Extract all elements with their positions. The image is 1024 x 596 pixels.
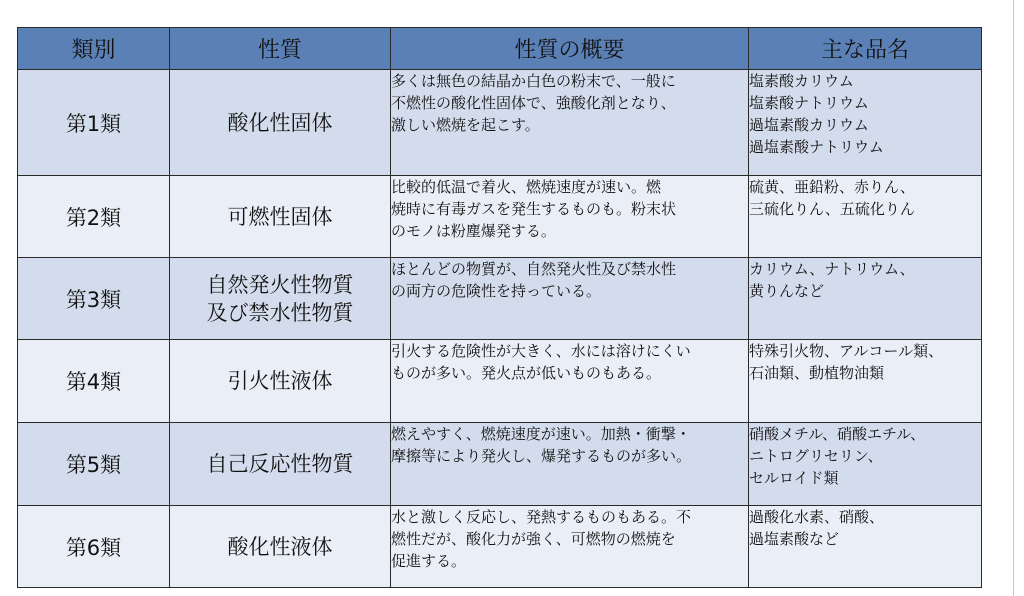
item-line: 硫黄、亜鉛粉、赤りん、	[749, 178, 915, 196]
items-cell	[749, 340, 982, 423]
item-line: 黄りんなど	[749, 282, 825, 300]
items-cell	[749, 70, 982, 176]
summary-line: 摩擦等により発火し、爆発するものが多い。	[391, 447, 692, 465]
category-cell: 第2類	[18, 176, 170, 258]
item-line: 過酸化水素、硝酸、	[749, 508, 885, 526]
table-row	[18, 258, 982, 340]
header-category: 類別	[18, 28, 170, 70]
item-line: セルロイド類	[749, 469, 839, 487]
category-cell: 第4類	[18, 340, 170, 423]
property-cell	[170, 176, 391, 258]
property-line: 酸化性固体	[227, 110, 333, 135]
summary-line: 引火する危険性が大きく、水には溶けにくい	[391, 342, 691, 360]
summary-line: 多くは無色の結晶か白色の粉末で、一般に	[391, 72, 676, 90]
table-row	[18, 506, 982, 588]
property-line: 酸化性液体	[227, 534, 333, 559]
summary-cell	[391, 423, 749, 506]
category-cell: 第5類	[18, 423, 170, 506]
category-cell: 第6類	[18, 506, 170, 588]
item-line: 三硫化りん、五硫化りん	[749, 200, 915, 218]
summary-cell	[391, 176, 749, 258]
summary-line: ものが多い。発火点が低いものもある。	[391, 364, 662, 382]
property-cell	[170, 506, 391, 588]
summary-line: のモノは粉塵爆発する。	[391, 222, 556, 240]
property-line: 自己反応性物質	[206, 452, 354, 476]
table-header-row	[18, 28, 982, 70]
property-line: 引火性液体	[227, 369, 333, 393]
items-cell	[749, 506, 982, 588]
category-cell: 第1類	[18, 70, 170, 176]
summary-line: の両方の危険性を持っている。	[391, 282, 602, 300]
item-line: 過塩素酸など	[749, 530, 840, 548]
property-cell	[170, 70, 391, 176]
category-cell: 第3類	[18, 258, 170, 340]
table-row	[18, 423, 982, 506]
hazardous-materials-table	[17, 27, 982, 588]
summary-line: 水と激しく反応し、発熱するものもある。不	[391, 508, 692, 526]
property-cell	[170, 340, 391, 423]
table-row	[18, 340, 982, 423]
item-line: 特殊引火物、アルコール類、	[749, 342, 944, 360]
item-line: 塩素酸ナトリウム	[749, 94, 869, 112]
header-items: 主な品名	[749, 28, 982, 70]
item-line: 塩素酸カリウム	[749, 72, 854, 90]
item-line: ニトログリセリン、	[749, 447, 883, 465]
summary-line: 比較的低温で着火、燃焼速度が速い。燃	[391, 178, 662, 196]
item-line: 過塩素酸カリウム	[749, 116, 869, 134]
item-line: カリウム、ナトリウム、	[749, 260, 915, 278]
summary-line: 燃性だが、酸化力が強く、可燃物の燃焼を	[391, 530, 676, 548]
summary-cell	[391, 340, 749, 423]
summary-cell	[391, 258, 749, 340]
table-row	[18, 70, 982, 176]
item-line: 硝酸メチル、硝酸エチル、	[749, 425, 926, 443]
item-line: 石油類、動植物油類	[749, 364, 885, 382]
header-property: 性質	[170, 28, 391, 70]
page-edge-line	[1013, 0, 1014, 596]
property-line: 自然発火性物質	[206, 272, 354, 297]
summary-line: ほとんどの物質が、自然発火性及び禁水性	[391, 260, 677, 278]
summary-cell	[391, 506, 749, 588]
property-cell	[170, 423, 391, 506]
items-cell	[749, 258, 982, 340]
summary-line: 焼時に有毒ガスを発生するものも。粉末状	[391, 200, 677, 218]
property-line: 可燃性固体	[227, 204, 333, 229]
header-summary: 性質の概要	[391, 28, 749, 70]
summary-line: 激しい燃焼を起こす。	[391, 116, 540, 134]
summary-line: 燃えやすく、燃焼速度が速い。加熱・衝撃・	[391, 425, 691, 443]
item-line: 過塩素酸ナトリウム	[749, 138, 884, 156]
property-cell	[170, 258, 391, 340]
summary-cell	[391, 70, 749, 176]
items-cell	[749, 176, 982, 258]
items-cell	[749, 423, 982, 506]
table-row	[18, 176, 982, 258]
summary-line: 不燃性の酸化性固体で、強酸化剤となり、	[391, 94, 676, 112]
summary-line: 促進する。	[391, 552, 467, 570]
property-line: 及び禁水性物質	[206, 300, 354, 325]
